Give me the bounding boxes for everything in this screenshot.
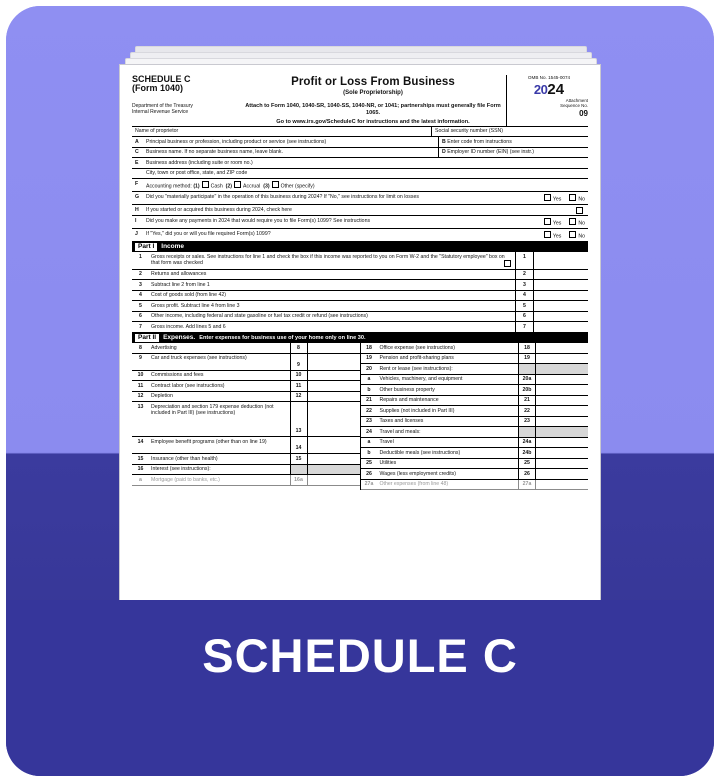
department-label: Department of the Treasury bbox=[132, 102, 193, 109]
expense-18-amount[interactable] bbox=[535, 343, 588, 353]
expense-20b-amount[interactable] bbox=[535, 385, 588, 395]
principal-business-field[interactable]: Principal business or profession, including product or service (see instructions) bbox=[146, 138, 327, 145]
expense-16-box bbox=[290, 465, 307, 475]
row-letter-b: B bbox=[442, 138, 446, 145]
expense-row-9 bbox=[132, 354, 360, 371]
expense-8-box: 8 bbox=[290, 343, 307, 353]
expense-row-19 bbox=[361, 354, 589, 365]
expense-21-amount[interactable] bbox=[535, 396, 588, 406]
accounting-cash-checkbox[interactable] bbox=[202, 181, 209, 188]
question-j-no-checkbox[interactable] bbox=[569, 231, 576, 238]
part-2-right-column bbox=[361, 343, 589, 490]
question-j-no-label: No bbox=[578, 233, 585, 240]
accounting-option-3-label: Other (specify) bbox=[280, 183, 315, 190]
part-1-label: Part I bbox=[135, 243, 157, 251]
question-i-yes-label: Yes bbox=[552, 220, 562, 227]
expense-16-number: 16 bbox=[137, 466, 144, 473]
line-7-number: 7 bbox=[139, 323, 142, 330]
part1-line-4 bbox=[132, 291, 588, 302]
tax-year-prefix: 20 bbox=[533, 81, 548, 97]
expense-14-number: 14 bbox=[137, 438, 144, 445]
expense-13-amount[interactable] bbox=[307, 402, 360, 436]
line-2-text: Returns and allowances bbox=[151, 271, 207, 278]
expense-22-box: 22 bbox=[518, 406, 535, 416]
line-6-number: 6 bbox=[139, 313, 142, 320]
expense-19-text: Pension and profit-sharing plans bbox=[379, 355, 454, 362]
expense-20-number: 20 bbox=[366, 365, 372, 372]
name-ssn-row bbox=[132, 127, 588, 138]
row-letter-f: F bbox=[135, 180, 139, 187]
expense-24a-amount[interactable] bbox=[535, 438, 588, 448]
row-letter-h: H bbox=[135, 206, 139, 213]
expense-24b-text: Deductible meals (see instructions) bbox=[379, 449, 461, 456]
name-of-proprietor-field[interactable]: Name of proprietor bbox=[135, 128, 179, 135]
expense-24a-number: a bbox=[367, 439, 371, 446]
expense-23-box: 23 bbox=[518, 417, 535, 427]
expense-row-21 bbox=[361, 396, 589, 407]
expense-20-text: Rent or lease (see instructions): bbox=[379, 365, 453, 372]
row-letter-e: E bbox=[135, 159, 139, 166]
expense-row-24a bbox=[361, 438, 589, 449]
expense-row-24 bbox=[361, 427, 589, 438]
form-header-left bbox=[132, 75, 240, 126]
line-1-number: 1 bbox=[139, 253, 142, 260]
line-4-amount[interactable] bbox=[533, 291, 588, 301]
expense-16a-number: a bbox=[139, 476, 142, 483]
expense-row-25 bbox=[361, 459, 589, 470]
row-letter-c: C bbox=[135, 149, 139, 156]
irs-label: Internal Revenue Service bbox=[132, 109, 189, 116]
expense-10-number: 10 bbox=[137, 372, 144, 379]
line-1-box-number: 1 bbox=[515, 252, 533, 269]
line-1-text: Gross receipts or sales. See instructions for line 1 and check the box if this income was reported to you on Form W-2 and the "Statutory employee" box on that form was checked bbox=[151, 253, 505, 267]
expense-21-text: Repairs and maintenance bbox=[379, 397, 439, 404]
line-2-number: 2 bbox=[139, 271, 142, 278]
expense-14-box: 14 bbox=[290, 437, 307, 453]
row-letter-g: G bbox=[135, 193, 140, 200]
expense-15-box: 15 bbox=[290, 454, 307, 464]
line-3-number: 3 bbox=[139, 281, 142, 288]
expense-25-box: 25 bbox=[518, 459, 535, 469]
accounting-option-1-label: Cash bbox=[210, 183, 223, 190]
expense-8-amount[interactable] bbox=[307, 343, 360, 353]
expense-8-text: Advertising bbox=[151, 344, 177, 351]
expense-26-box: 26 bbox=[518, 469, 535, 479]
expense-12-amount[interactable] bbox=[307, 392, 360, 402]
row-letter-j: J bbox=[135, 230, 138, 237]
expense-row-14 bbox=[132, 437, 360, 454]
accounting-option-2-num: (2) bbox=[225, 183, 233, 190]
part-2-subtitle: Enter expenses for business use of your home only on line 30. bbox=[199, 334, 366, 341]
line-2-amount[interactable] bbox=[533, 270, 588, 280]
expense-10-text: Commissions and fees bbox=[151, 372, 204, 379]
line-3-amount[interactable] bbox=[533, 280, 588, 290]
accounting-method-label: Accounting method: bbox=[146, 183, 192, 190]
part1-line-5 bbox=[132, 301, 588, 312]
expense-27a-amount[interactable] bbox=[535, 480, 588, 490]
expense-27a-box: 27a bbox=[518, 480, 535, 490]
expense-row-20 bbox=[361, 364, 589, 375]
expense-23-number: 23 bbox=[366, 418, 372, 425]
business-address-field[interactable]: Business address (including suite or room no.) bbox=[146, 159, 253, 166]
expense-9-box: 9 bbox=[290, 354, 307, 370]
expense-row-20b bbox=[361, 385, 589, 396]
line-5-box-number: 5 bbox=[515, 301, 533, 311]
expense-16a-box: 16a bbox=[290, 475, 307, 485]
row-e-city bbox=[132, 169, 588, 180]
expense-20a-box: 20a bbox=[518, 375, 535, 385]
question-i-text: Did you make any payments in 2024 that would require you to file Form(s) 1099? See instructions bbox=[146, 217, 371, 224]
expense-16a-amount[interactable] bbox=[307, 475, 360, 485]
expense-22-amount[interactable] bbox=[535, 406, 588, 416]
row-g-question bbox=[132, 192, 588, 205]
row-e-address bbox=[132, 158, 588, 169]
expense-12-box: 12 bbox=[290, 392, 307, 402]
question-g-no-label: No bbox=[578, 196, 585, 203]
part1-line-1 bbox=[132, 252, 588, 270]
form-number-label: (Form 1040) bbox=[132, 83, 184, 94]
line-2-box-number: 2 bbox=[515, 270, 533, 280]
part-1-title: Income bbox=[161, 243, 185, 251]
expense-row-13 bbox=[132, 402, 360, 437]
row-letter-a: A bbox=[135, 138, 139, 145]
expense-9-number: 9 bbox=[139, 355, 142, 362]
expense-20-box bbox=[518, 364, 535, 374]
line-4-number: 4 bbox=[139, 292, 142, 299]
expense-12-number: 12 bbox=[137, 393, 144, 400]
expense-24-amount bbox=[535, 427, 588, 437]
expense-26-text: Wages (less employment credits) bbox=[379, 470, 456, 477]
accounting-other-checkbox[interactable] bbox=[272, 181, 279, 188]
expense-11-number: 11 bbox=[137, 382, 144, 389]
expense-row-23 bbox=[361, 417, 589, 428]
expense-9-amount[interactable] bbox=[307, 354, 360, 370]
expense-25-text: Utilities bbox=[379, 460, 397, 467]
question-g-text: Did you "materially participate" in the operation of this business during 2024? If "No," see instructions for limit on losses bbox=[146, 193, 419, 200]
expense-10-box: 10 bbox=[290, 371, 307, 381]
form-header bbox=[132, 75, 588, 126]
line-6-text: Other income, including federal and state gasoline or fuel tax credit or refund (see instructions) bbox=[151, 313, 368, 320]
row-f-accounting bbox=[132, 179, 588, 192]
expense-19-amount[interactable] bbox=[535, 354, 588, 364]
expense-13-box: 13 bbox=[290, 402, 307, 436]
expense-24-box bbox=[518, 427, 535, 437]
accounting-option-1-num: (1) bbox=[193, 183, 200, 190]
expense-row-15 bbox=[132, 454, 360, 465]
part1-line-7 bbox=[132, 322, 588, 333]
expense-24-text: Travel and meals: bbox=[379, 428, 421, 435]
ssn-field[interactable]: Social security number (SSN) bbox=[431, 127, 588, 137]
tax-year bbox=[510, 82, 588, 97]
expense-24a-text: Travel bbox=[379, 439, 394, 446]
row-j-question bbox=[132, 229, 588, 242]
question-h-checkbox[interactable] bbox=[576, 207, 583, 214]
line-1-statutory-checkbox[interactable] bbox=[504, 260, 511, 267]
sequence-number: 09 bbox=[579, 108, 588, 118]
question-g-yes-checkbox[interactable] bbox=[544, 194, 551, 201]
question-j-yes-checkbox[interactable] bbox=[544, 231, 551, 238]
attach-instruction: Attach to Form 1040, 1040-SR, 1040-SS, 1040-NR, or 1041; partnerships must generally file Form 1065. bbox=[245, 102, 501, 116]
question-i-no-checkbox[interactable] bbox=[569, 218, 576, 225]
expense-row-10 bbox=[132, 371, 360, 382]
banner-title: SCHEDULE C bbox=[202, 629, 518, 682]
ein-field[interactable] bbox=[438, 148, 588, 158]
form-header-center bbox=[240, 75, 506, 126]
form-header-right bbox=[506, 75, 588, 126]
business-code-field[interactable] bbox=[438, 137, 588, 147]
banner bbox=[6, 600, 714, 776]
expense-20-amount bbox=[535, 364, 588, 374]
expense-row-26 bbox=[361, 469, 589, 480]
part1-line-3 bbox=[132, 280, 588, 291]
expense-8-number: 8 bbox=[139, 344, 142, 351]
line-3-text: Subtract line 2 from line 1 bbox=[151, 281, 210, 288]
line-3-box-number: 3 bbox=[515, 280, 533, 290]
expense-15-amount[interactable] bbox=[307, 454, 360, 464]
question-i-no-label: No bbox=[578, 220, 585, 227]
tax-year-suffix: 24 bbox=[547, 80, 565, 98]
attachment-label: Attachment bbox=[565, 97, 588, 103]
part-2-title: Expenses. bbox=[163, 333, 196, 341]
line-5-amount[interactable] bbox=[533, 301, 588, 311]
expense-24b-number: b bbox=[367, 449, 371, 456]
expense-14-text: Employee benefit programs (other than on line 19) bbox=[151, 438, 267, 445]
expense-27a-text: Other expenses (from line 48) bbox=[379, 481, 449, 488]
question-j-text: If "Yes," did you or will you file required Form(s) 1099? bbox=[146, 230, 271, 237]
expense-13-text: Depreciation and section 179 expense deduction (not included in Part III) (see instructions) bbox=[151, 403, 274, 417]
line-5-text: Gross profit. Subtract line 4 from line 3 bbox=[151, 302, 240, 309]
expense-10-amount[interactable] bbox=[307, 371, 360, 381]
expense-11-text: Contract labor (see instructions) bbox=[151, 382, 225, 389]
expense-19-number: 19 bbox=[366, 355, 372, 362]
schedule-c-card bbox=[6, 6, 714, 776]
ein-note: (see instr.) bbox=[509, 149, 534, 156]
row-c-d bbox=[132, 148, 588, 159]
expense-24b-amount[interactable] bbox=[535, 448, 588, 458]
expense-row-27a bbox=[361, 480, 589, 491]
part-1-header bbox=[132, 242, 588, 252]
expense-row-8 bbox=[132, 343, 360, 354]
row-letter-i: I bbox=[135, 217, 137, 224]
expense-23-text: Taxes and licenses bbox=[379, 418, 424, 425]
part1-line-6 bbox=[132, 312, 588, 323]
part1-line-2 bbox=[132, 270, 588, 281]
expense-22-text: Supplies (not included in Part III) bbox=[379, 407, 455, 414]
form-title: Profit or Loss From Business bbox=[291, 76, 455, 88]
expense-20a-text: Vehicles, machinery, and equipment bbox=[379, 376, 463, 383]
expense-24a-box: 24a bbox=[518, 438, 535, 448]
expense-24-number: 24 bbox=[366, 428, 372, 435]
expense-16-amount bbox=[307, 465, 360, 475]
accounting-option-3-num: (3) bbox=[263, 183, 270, 190]
expense-15-text: Insurance (other than health) bbox=[151, 455, 218, 462]
expense-20a-number: a bbox=[367, 376, 371, 383]
row-h-question bbox=[132, 205, 588, 216]
schedule-c-form bbox=[119, 64, 601, 611]
expense-26-amount[interactable] bbox=[535, 469, 588, 479]
business-code-label: Enter code from instructions bbox=[447, 138, 512, 145]
line-4-box-number: 4 bbox=[515, 291, 533, 301]
expense-row-22 bbox=[361, 406, 589, 417]
expense-15-number: 15 bbox=[137, 455, 144, 462]
expense-18-text: Office expense (see instructions) bbox=[379, 344, 455, 351]
expense-18-number: 18 bbox=[366, 344, 372, 351]
expense-13-number: 13 bbox=[137, 403, 144, 410]
expense-23-amount[interactable] bbox=[535, 417, 588, 427]
expense-21-number: 21 bbox=[366, 397, 372, 404]
line-6-amount[interactable] bbox=[533, 312, 588, 322]
expense-20b-number: b bbox=[367, 386, 371, 393]
expense-row-20a bbox=[361, 375, 589, 386]
line-4-text: Cost of goods sold (from line 42) bbox=[151, 292, 226, 299]
expense-16-text: Interest (see instructions): bbox=[151, 466, 211, 473]
expense-20a-amount[interactable] bbox=[535, 375, 588, 385]
sequence-label: Sequence No. bbox=[560, 103, 588, 109]
row-a-b bbox=[132, 137, 588, 148]
goto-instruction: Go to www.irs.gov/ScheduleC for instructions and the latest information. bbox=[276, 118, 470, 125]
schedule-label: SCHEDULE C bbox=[132, 74, 191, 84]
expense-19-box: 19 bbox=[518, 354, 535, 364]
expense-22-number: 22 bbox=[366, 407, 372, 414]
part-2-columns bbox=[132, 343, 588, 490]
form-subtitle: (Sole Proprietorship) bbox=[343, 90, 403, 97]
expense-row-16a bbox=[132, 475, 360, 486]
expense-20b-text: Other business property bbox=[379, 386, 435, 393]
question-g-no-checkbox[interactable] bbox=[569, 194, 576, 201]
expense-11-amount[interactable] bbox=[307, 381, 360, 391]
expense-12-text: Depletion bbox=[151, 393, 173, 400]
expense-row-18 bbox=[361, 343, 589, 354]
part-2-label: Part II bbox=[135, 334, 159, 342]
expense-row-11 bbox=[132, 381, 360, 392]
line-5-number: 5 bbox=[139, 302, 142, 309]
line-7-amount[interactable] bbox=[533, 322, 588, 332]
expense-26-number: 26 bbox=[366, 470, 372, 477]
line-7-text: Gross income. Add lines 5 and 6 bbox=[151, 323, 226, 330]
expense-25-amount[interactable] bbox=[535, 459, 588, 469]
line-6-box-number: 6 bbox=[515, 312, 533, 322]
question-j-yes-label: Yes bbox=[552, 233, 562, 240]
expense-25-number: 25 bbox=[366, 460, 372, 467]
expense-21-box: 21 bbox=[518, 396, 535, 406]
question-g-yes-label: Yes bbox=[552, 196, 562, 203]
expense-24b-box: 24b bbox=[518, 448, 535, 458]
row-letter-d: D bbox=[442, 149, 446, 156]
question-i-yes-checkbox[interactable] bbox=[544, 218, 551, 225]
expense-18-box: 18 bbox=[518, 343, 535, 353]
business-city-field[interactable]: City, town or post office, state, and ZIP code bbox=[146, 170, 248, 177]
question-h-text: If you started or acquired this business during 2024, check here bbox=[146, 206, 292, 213]
accounting-option-2-label: Accrual bbox=[243, 183, 261, 190]
expense-row-12 bbox=[132, 392, 360, 403]
accounting-accrual-checkbox[interactable] bbox=[234, 181, 241, 188]
business-name-field[interactable]: Business name. If no separate business name, leave blank. bbox=[146, 149, 283, 156]
expense-9-text: Car and truck expenses (see instructions) bbox=[151, 355, 247, 362]
expense-16a-text: Mortgage (paid to banks, etc.) bbox=[151, 476, 220, 483]
part-2-left-column bbox=[132, 343, 361, 490]
expense-11-box: 11 bbox=[290, 381, 307, 391]
line-1-amount[interactable] bbox=[533, 252, 588, 269]
expense-20b-box: 20b bbox=[518, 385, 535, 395]
expense-row-16 bbox=[132, 465, 360, 476]
expense-row-24b bbox=[361, 448, 589, 459]
row-letter-blank bbox=[132, 169, 143, 179]
ein-label: Employer ID number (EIN) bbox=[447, 149, 509, 156]
row-i-question bbox=[132, 216, 588, 229]
expense-14-amount[interactable] bbox=[307, 437, 360, 453]
expense-27a-number: 27a bbox=[364, 481, 374, 488]
omb-number: OMB No. 1545-0074 bbox=[527, 75, 571, 80]
part-2-header bbox=[132, 333, 588, 343]
line-7-box-number: 7 bbox=[515, 322, 533, 332]
